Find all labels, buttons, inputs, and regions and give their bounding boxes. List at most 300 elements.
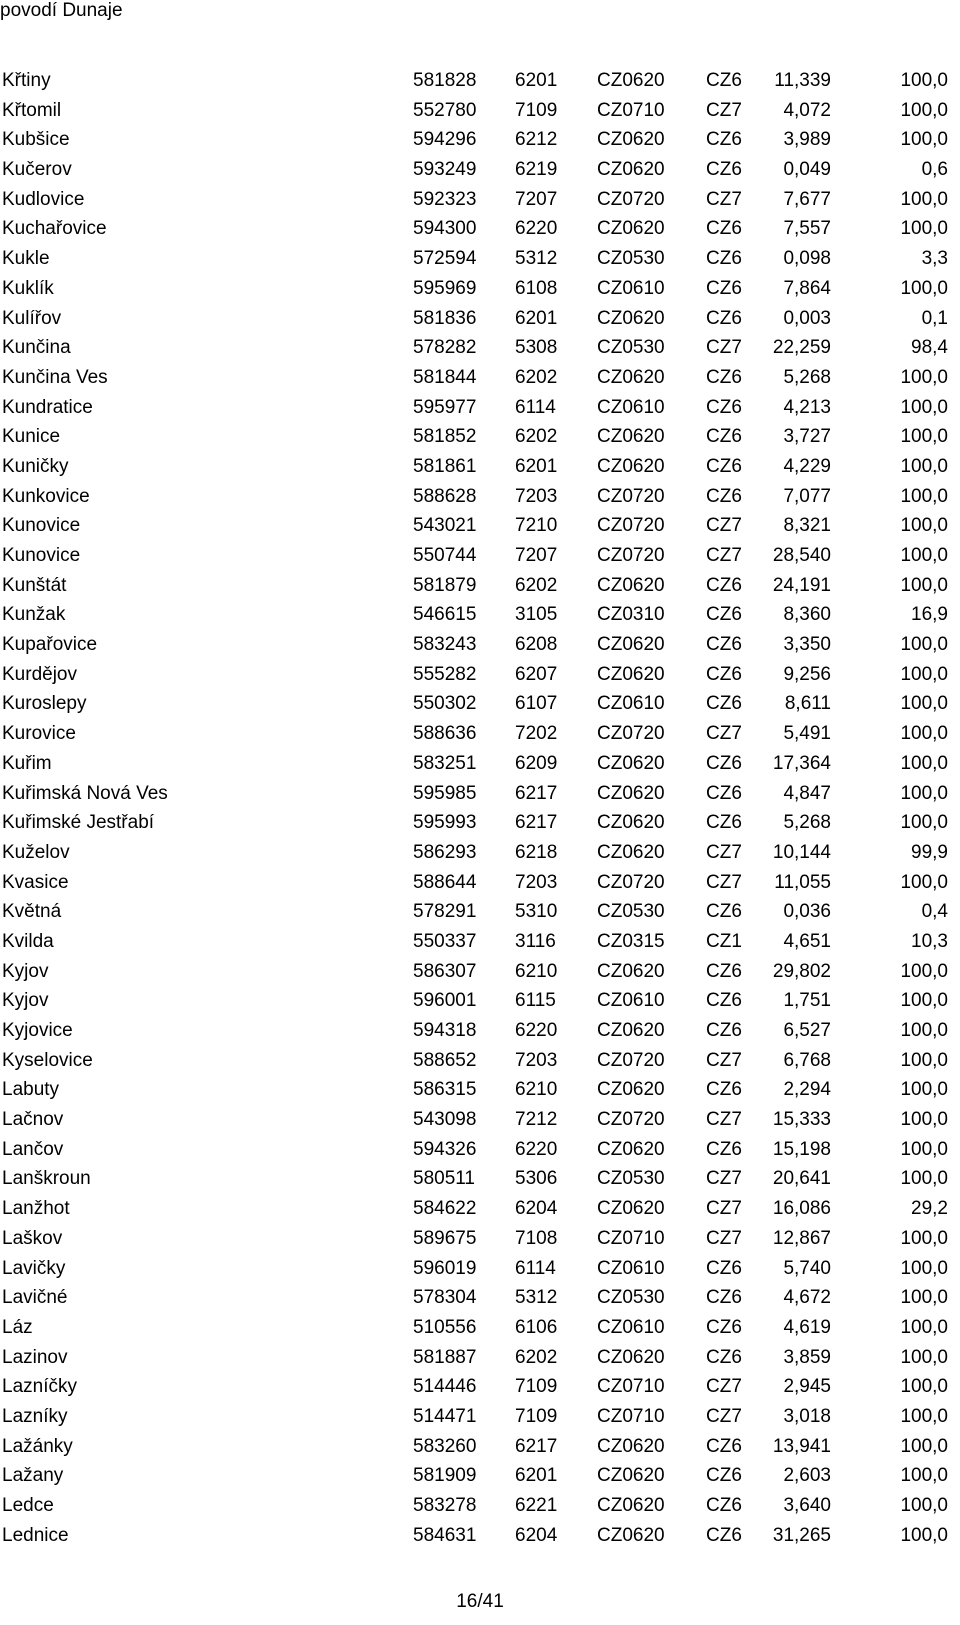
municipality-code-cell: 581879 bbox=[413, 574, 477, 596]
municipality-name-cell: Lazníky bbox=[2, 1405, 68, 1427]
table-row bbox=[0, 1105, 960, 1135]
table-row bbox=[0, 422, 960, 452]
cz-region-cell: CZ6 bbox=[706, 812, 742, 834]
area-cell: 5,740 bbox=[783, 1257, 831, 1279]
municipality-name-cell: Kuřim bbox=[2, 752, 52, 774]
percent-cell: 100,0 bbox=[900, 455, 948, 477]
percent-cell: 100,0 bbox=[900, 990, 948, 1012]
cz-region-cell: CZ6 bbox=[706, 455, 742, 477]
municipality-code-cell: 596001 bbox=[413, 990, 477, 1012]
percent-cell: 100,0 bbox=[900, 1495, 948, 1516]
district-code-cell: 6208 bbox=[515, 634, 558, 656]
district-code-cell: 7207 bbox=[515, 188, 558, 210]
municipality-code-cell: 594296 bbox=[413, 129, 477, 151]
municipality-name-cell: Kunovice bbox=[2, 515, 81, 537]
district-code-cell: 7109 bbox=[515, 1405, 558, 1427]
municipality-name-cell: Ledce bbox=[2, 1495, 54, 1516]
cz-region-cell: CZ6 bbox=[706, 1495, 742, 1516]
municipality-code-cell: 581887 bbox=[413, 1346, 477, 1368]
area-cell: 13,941 bbox=[772, 1435, 831, 1457]
municipality-code-cell: 546615 bbox=[413, 604, 477, 626]
cz-region-cell: CZ7 bbox=[706, 1376, 742, 1398]
municipality-code-cell: 583278 bbox=[413, 1495, 477, 1516]
area-cell: 20,641 bbox=[772, 1168, 831, 1190]
municipality-name-cell: Kyjov bbox=[2, 960, 49, 982]
area-cell: 7,557 bbox=[783, 218, 831, 240]
municipality-name-cell: Kyselovice bbox=[2, 1049, 93, 1071]
municipality-name-cell: Lanžhot bbox=[2, 1198, 70, 1220]
municipality-code-cell: 581852 bbox=[413, 426, 477, 448]
table-row bbox=[0, 155, 960, 185]
municipality-name-cell: Lavičné bbox=[2, 1287, 68, 1309]
municipality-code-cell: 572594 bbox=[413, 248, 477, 270]
area-cell: 3,640 bbox=[783, 1495, 831, 1516]
area-cell: 15,198 bbox=[772, 1138, 831, 1160]
area-cell: 6,768 bbox=[783, 1049, 831, 1071]
cz-region-cell: CZ6 bbox=[706, 1316, 742, 1338]
table-row bbox=[0, 957, 960, 987]
table-row bbox=[0, 185, 960, 215]
area-cell: 4,072 bbox=[783, 99, 831, 121]
cz-region-cell: CZ6 bbox=[706, 782, 742, 804]
table-row bbox=[0, 96, 960, 126]
municipality-name-cell: Kunžak bbox=[2, 604, 66, 626]
district-code-cell: 5310 bbox=[515, 901, 558, 923]
region-code-cell: CZ0710 bbox=[597, 99, 665, 121]
region-code-cell: CZ0720 bbox=[597, 188, 665, 210]
region-code-cell: CZ0610 bbox=[597, 277, 665, 299]
region-code-cell: CZ0530 bbox=[597, 901, 665, 923]
region-code-cell: CZ0720 bbox=[597, 871, 665, 893]
cz-region-cell: CZ6 bbox=[706, 277, 742, 299]
municipality-name-cell: Kunčina bbox=[2, 337, 71, 359]
region-code-cell: CZ0620 bbox=[597, 426, 665, 448]
area-cell: 0,003 bbox=[783, 307, 831, 329]
table-row bbox=[0, 393, 960, 423]
cz-region-cell: CZ6 bbox=[706, 634, 742, 656]
table-row bbox=[0, 363, 960, 393]
region-code-cell: CZ0620 bbox=[597, 841, 665, 863]
table-row bbox=[0, 571, 960, 601]
region-code-cell: CZ0620 bbox=[597, 1198, 665, 1220]
percent-cell: 100,0 bbox=[900, 426, 948, 448]
cz-region-cell: CZ6 bbox=[706, 1346, 742, 1368]
percent-cell: 10,3 bbox=[911, 930, 948, 952]
municipality-code-cell: 583260 bbox=[413, 1435, 477, 1457]
percent-cell: 100,0 bbox=[900, 1020, 948, 1041]
municipality-name-cell: Kupařovice bbox=[2, 634, 98, 656]
area-cell: 5,268 bbox=[783, 366, 831, 388]
cz-region-cell: CZ6 bbox=[706, 574, 742, 596]
municipality-name-cell: Kuřimská Nová Ves bbox=[2, 782, 168, 804]
municipality-table bbox=[0, 66, 960, 1550]
cz-region-cell: CZ6 bbox=[706, 396, 742, 418]
area-cell: 3,018 bbox=[783, 1405, 831, 1427]
municipality-code-cell: 550302 bbox=[413, 693, 477, 715]
percent-cell: 100,0 bbox=[900, 1376, 948, 1398]
municipality-code-cell: 581861 bbox=[413, 455, 477, 477]
cz-region-cell: CZ6 bbox=[706, 663, 742, 685]
cz-region-cell: CZ7 bbox=[706, 1109, 742, 1131]
cz-region-cell: CZ7 bbox=[706, 99, 742, 121]
cz-region-cell: CZ7 bbox=[706, 871, 742, 893]
municipality-code-cell: 594326 bbox=[413, 1138, 477, 1160]
municipality-name-cell: Lednice bbox=[2, 1524, 69, 1546]
table-row bbox=[0, 1491, 960, 1521]
district-code-cell: 6220 bbox=[515, 1020, 558, 1041]
area-cell: 24,191 bbox=[772, 574, 831, 596]
municipality-name-cell: Lažany bbox=[2, 1465, 64, 1487]
municipality-code-cell: 584622 bbox=[413, 1198, 477, 1220]
municipality-name-cell: Kunovice bbox=[2, 545, 81, 566]
district-code-cell: 3105 bbox=[515, 604, 558, 626]
table-row bbox=[0, 749, 960, 779]
percent-cell: 100,0 bbox=[900, 574, 948, 596]
area-cell: 0,036 bbox=[783, 901, 831, 923]
table-row bbox=[0, 482, 960, 512]
district-code-cell: 6202 bbox=[515, 1346, 558, 1368]
area-cell: 4,229 bbox=[783, 455, 831, 477]
table-row bbox=[0, 1402, 960, 1432]
percent-cell: 100,0 bbox=[900, 723, 948, 745]
municipality-name-cell: Kukle bbox=[2, 248, 50, 270]
cz-region-cell: CZ6 bbox=[706, 990, 742, 1012]
cz-region-cell: CZ6 bbox=[706, 752, 742, 774]
region-code-cell: CZ0710 bbox=[597, 1376, 665, 1398]
region-code-cell: CZ0620 bbox=[597, 129, 665, 151]
district-code-cell: 6201 bbox=[515, 455, 558, 477]
municipality-name-cell: Lavičky bbox=[2, 1257, 66, 1279]
table-row bbox=[0, 689, 960, 719]
district-code-cell: 7203 bbox=[515, 1049, 558, 1071]
municipality-name-cell: Lačnov bbox=[2, 1109, 64, 1131]
percent-cell: 100,0 bbox=[900, 693, 948, 715]
municipality-code-cell: 514446 bbox=[413, 1376, 477, 1398]
district-code-cell: 6218 bbox=[515, 841, 558, 863]
municipality-name-cell: Lažánky bbox=[2, 1435, 73, 1457]
municipality-name-cell: Kuželov bbox=[2, 841, 70, 863]
district-code-cell: 6114 bbox=[515, 396, 556, 418]
area-cell: 22,259 bbox=[772, 337, 831, 359]
municipality-code-cell: 594318 bbox=[413, 1020, 477, 1041]
district-code-cell: 6201 bbox=[515, 307, 558, 329]
district-code-cell: 6210 bbox=[515, 960, 558, 982]
percent-cell: 100,0 bbox=[900, 485, 948, 507]
cz-region-cell: CZ6 bbox=[706, 485, 742, 507]
table-row bbox=[0, 897, 960, 927]
cz-region-cell: CZ7 bbox=[706, 1168, 742, 1190]
area-cell: 15,333 bbox=[772, 1109, 831, 1131]
percent-cell: 100,0 bbox=[900, 960, 948, 982]
percent-cell: 100,0 bbox=[900, 396, 948, 418]
region-code-cell: CZ0710 bbox=[597, 1405, 665, 1427]
district-code-cell: 6202 bbox=[515, 574, 558, 596]
area-cell: 7,677 bbox=[783, 188, 831, 210]
table-row bbox=[0, 1135, 960, 1165]
percent-cell: 99,9 bbox=[911, 841, 948, 863]
table-row bbox=[0, 600, 960, 630]
table-row bbox=[0, 1521, 960, 1551]
area-cell: 4,619 bbox=[783, 1316, 831, 1338]
cz-region-cell: CZ6 bbox=[706, 129, 742, 151]
percent-cell: 100,0 bbox=[900, 1257, 948, 1279]
table-row bbox=[0, 927, 960, 957]
cz-region-cell: CZ6 bbox=[706, 1287, 742, 1309]
region-code-cell: CZ0720 bbox=[597, 1049, 665, 1071]
percent-cell: 100,0 bbox=[900, 218, 948, 240]
municipality-code-cell: 595993 bbox=[413, 812, 477, 834]
municipality-code-cell: 578282 bbox=[413, 337, 477, 359]
percent-cell: 100,0 bbox=[900, 1435, 948, 1457]
region-code-cell: CZ0610 bbox=[597, 1257, 665, 1279]
district-code-cell: 6210 bbox=[515, 1079, 558, 1101]
district-code-cell: 6220 bbox=[515, 1138, 558, 1160]
region-code-cell: CZ0620 bbox=[597, 307, 665, 329]
municipality-code-cell: 595985 bbox=[413, 782, 477, 804]
municipality-name-cell: Kurovice bbox=[2, 723, 76, 745]
area-cell: 4,213 bbox=[783, 396, 831, 418]
municipality-name-cell: Lazníčky bbox=[2, 1376, 77, 1398]
region-code-cell: CZ0530 bbox=[597, 1168, 665, 1190]
district-code-cell: 6217 bbox=[515, 812, 558, 834]
municipality-name-cell: Kundratice bbox=[2, 396, 93, 418]
region-code-cell: CZ0720 bbox=[597, 485, 665, 507]
district-code-cell: 6217 bbox=[515, 1435, 558, 1457]
area-cell: 3,989 bbox=[783, 129, 831, 151]
cz-region-cell: CZ6 bbox=[706, 426, 742, 448]
cz-region-cell: CZ6 bbox=[706, 604, 742, 626]
percent-cell: 100,0 bbox=[900, 545, 948, 566]
cz-region-cell: CZ6 bbox=[706, 1524, 742, 1546]
cz-region-cell: CZ6 bbox=[706, 1020, 742, 1041]
percent-cell: 100,0 bbox=[900, 515, 948, 537]
district-code-cell: 5312 bbox=[515, 248, 558, 270]
area-cell: 4,672 bbox=[783, 1287, 831, 1309]
municipality-code-cell: 588636 bbox=[413, 723, 477, 745]
cz-region-cell: CZ6 bbox=[706, 70, 742, 91]
cz-region-cell: CZ7 bbox=[706, 841, 742, 863]
district-code-cell: 3116 bbox=[515, 930, 556, 952]
table-row bbox=[0, 244, 960, 274]
municipality-code-cell: 584631 bbox=[413, 1524, 477, 1546]
percent-cell: 100,0 bbox=[900, 812, 948, 834]
table-row bbox=[0, 541, 960, 571]
municipality-code-cell: 581844 bbox=[413, 366, 477, 388]
municipality-code-cell: 510556 bbox=[413, 1316, 477, 1338]
table-row bbox=[0, 511, 960, 541]
area-cell: 10,144 bbox=[772, 841, 831, 863]
district-code-cell: 6107 bbox=[515, 693, 558, 715]
municipality-code-cell: 586293 bbox=[413, 841, 477, 863]
percent-cell: 100,0 bbox=[900, 634, 948, 656]
municipality-code-cell: 593249 bbox=[413, 159, 477, 181]
district-code-cell: 6219 bbox=[515, 159, 558, 181]
district-code-cell: 6202 bbox=[515, 426, 558, 448]
table-row bbox=[0, 1254, 960, 1284]
municipality-name-cell: Kubšice bbox=[2, 129, 70, 151]
district-code-cell: 7203 bbox=[515, 871, 558, 893]
table-row bbox=[0, 274, 960, 304]
municipality-name-cell: Kvilda bbox=[2, 930, 54, 952]
region-code-cell: CZ0610 bbox=[597, 693, 665, 715]
municipality-name-cell: Křtomil bbox=[2, 99, 62, 121]
percent-cell: 0,1 bbox=[921, 307, 948, 329]
region-code-cell: CZ0620 bbox=[597, 70, 665, 91]
region-code-cell: CZ0620 bbox=[597, 1138, 665, 1160]
table-row bbox=[0, 986, 960, 1016]
table-row bbox=[0, 1046, 960, 1076]
area-cell: 29,802 bbox=[772, 960, 831, 982]
percent-cell: 100,0 bbox=[900, 1287, 948, 1309]
municipality-name-cell: Kudlovice bbox=[2, 188, 85, 210]
table-row bbox=[0, 214, 960, 244]
table-row bbox=[0, 660, 960, 690]
percent-cell: 100,0 bbox=[900, 1168, 948, 1190]
region-code-cell: CZ0620 bbox=[597, 1079, 665, 1101]
cz-region-cell: CZ7 bbox=[706, 545, 742, 566]
table-row bbox=[0, 1372, 960, 1402]
region-code-cell: CZ0720 bbox=[597, 723, 665, 745]
district-code-cell: 5306 bbox=[515, 1168, 558, 1190]
area-cell: 2,603 bbox=[783, 1465, 831, 1487]
cz-region-cell: CZ7 bbox=[706, 723, 742, 745]
percent-cell: 3,3 bbox=[921, 248, 948, 270]
district-code-cell: 7207 bbox=[515, 545, 558, 566]
district-code-cell: 6201 bbox=[515, 1465, 558, 1487]
municipality-name-cell: Laškov bbox=[2, 1227, 63, 1249]
municipality-name-cell: Kuroslepy bbox=[2, 693, 87, 715]
area-cell: 11,055 bbox=[774, 871, 831, 893]
municipality-code-cell: 578304 bbox=[413, 1287, 477, 1309]
area-cell: 0,049 bbox=[783, 159, 831, 181]
percent-cell: 100,0 bbox=[900, 277, 948, 299]
district-code-cell: 7212 bbox=[515, 1109, 558, 1131]
cz-region-cell: CZ7 bbox=[706, 1049, 742, 1071]
cz-region-cell: CZ7 bbox=[706, 1405, 742, 1427]
region-code-cell: CZ0620 bbox=[597, 455, 665, 477]
percent-cell: 100,0 bbox=[900, 70, 948, 91]
district-code-cell: 6108 bbox=[515, 277, 558, 299]
cz-region-cell: CZ7 bbox=[706, 1227, 742, 1249]
percent-cell: 100,0 bbox=[900, 1465, 948, 1487]
cz-region-cell: CZ6 bbox=[706, 159, 742, 181]
municipality-code-cell: 595977 bbox=[413, 396, 477, 418]
municipality-code-cell: 588644 bbox=[413, 871, 477, 893]
district-code-cell: 6202 bbox=[515, 366, 558, 388]
municipality-code-cell: 583251 bbox=[413, 752, 477, 774]
cz-region-cell: CZ6 bbox=[706, 366, 742, 388]
region-code-cell: CZ0310 bbox=[597, 604, 665, 626]
municipality-name-cell: Lazinov bbox=[2, 1346, 68, 1368]
table-row bbox=[0, 630, 960, 660]
cz-region-cell: CZ1 bbox=[706, 930, 742, 952]
region-code-cell: CZ0620 bbox=[597, 782, 665, 804]
municipality-name-cell: Láz bbox=[2, 1316, 33, 1338]
municipality-name-cell: Kuničky bbox=[2, 455, 69, 477]
municipality-code-cell: 581836 bbox=[413, 307, 477, 329]
cz-region-cell: CZ7 bbox=[706, 337, 742, 359]
area-cell: 1,751 bbox=[783, 990, 831, 1012]
municipality-name-cell: Kulířov bbox=[2, 307, 62, 329]
region-code-cell: CZ0620 bbox=[597, 752, 665, 774]
region-code-cell: CZ0710 bbox=[597, 1227, 665, 1249]
district-code-cell: 5312 bbox=[515, 1287, 558, 1309]
area-cell: 12,867 bbox=[772, 1227, 831, 1249]
region-code-cell: CZ0720 bbox=[597, 1109, 665, 1131]
cz-region-cell: CZ6 bbox=[706, 901, 742, 923]
cz-region-cell: CZ7 bbox=[706, 515, 742, 537]
district-code-cell: 6220 bbox=[515, 218, 558, 240]
table-row bbox=[0, 125, 960, 155]
municipality-code-cell: 588628 bbox=[413, 485, 477, 507]
district-code-cell: 7203 bbox=[515, 485, 558, 507]
cz-region-cell: CZ6 bbox=[706, 218, 742, 240]
municipality-name-cell: Lančov bbox=[2, 1138, 64, 1160]
percent-cell: 100,0 bbox=[900, 188, 948, 210]
region-code-cell: CZ0620 bbox=[597, 1524, 665, 1546]
area-cell: 4,847 bbox=[783, 782, 831, 804]
area-cell: 3,859 bbox=[783, 1346, 831, 1368]
area-cell: 31,265 bbox=[772, 1524, 831, 1546]
table-row bbox=[0, 779, 960, 809]
municipality-name-cell: Kuřimské Jestřabí bbox=[2, 812, 155, 834]
area-cell: 8,611 bbox=[784, 693, 831, 715]
area-cell: 5,268 bbox=[783, 812, 831, 834]
municipality-code-cell: 595969 bbox=[413, 277, 477, 299]
percent-cell: 100,0 bbox=[900, 663, 948, 685]
percent-cell: 100,0 bbox=[900, 129, 948, 151]
region-code-cell: CZ0530 bbox=[597, 1287, 665, 1309]
municipality-code-cell: 555282 bbox=[413, 663, 477, 685]
area-cell: 0,098 bbox=[783, 248, 831, 270]
district-code-cell: 6201 bbox=[515, 70, 558, 91]
region-code-cell: CZ0620 bbox=[597, 574, 665, 596]
page-number: 16/41 bbox=[456, 1591, 504, 1612]
area-cell: 8,360 bbox=[783, 604, 831, 626]
region-code-cell: CZ0620 bbox=[597, 159, 665, 181]
table-row bbox=[0, 304, 960, 334]
municipality-name-cell: Květná bbox=[2, 901, 62, 923]
region-code-cell: CZ0620 bbox=[597, 1020, 665, 1041]
district-code-cell: 6217 bbox=[515, 782, 558, 804]
district-code-cell: 6204 bbox=[515, 1524, 558, 1546]
table-row bbox=[0, 1343, 960, 1373]
region-code-cell: CZ0620 bbox=[597, 634, 665, 656]
district-code-cell: 6221 bbox=[515, 1495, 558, 1516]
municipality-name-cell: Kunkovice bbox=[2, 485, 90, 507]
area-cell: 5,491 bbox=[783, 723, 831, 745]
district-code-cell: 7202 bbox=[515, 723, 558, 745]
table-row bbox=[0, 868, 960, 898]
table-row bbox=[0, 1283, 960, 1313]
table-row bbox=[0, 1016, 960, 1046]
municipality-code-cell: 581828 bbox=[413, 70, 477, 91]
region-code-cell: CZ0620 bbox=[597, 218, 665, 240]
district-code-cell: 7109 bbox=[515, 99, 558, 121]
municipality-code-cell: 596019 bbox=[413, 1257, 477, 1279]
region-code-cell: CZ0610 bbox=[597, 396, 665, 418]
table-row bbox=[0, 1313, 960, 1343]
municipality-name-cell: Kučerov bbox=[2, 159, 72, 181]
municipality-code-cell: 514471 bbox=[413, 1405, 477, 1427]
district-code-cell: 5308 bbox=[515, 337, 558, 359]
region-code-cell: CZ0610 bbox=[597, 990, 665, 1012]
municipality-name-cell: Kunčina Ves bbox=[2, 366, 108, 388]
table-row bbox=[0, 1224, 960, 1254]
municipality-code-cell: 589675 bbox=[413, 1227, 477, 1249]
table-row bbox=[0, 1461, 960, 1491]
municipality-name-cell: Kuklík bbox=[2, 277, 54, 299]
